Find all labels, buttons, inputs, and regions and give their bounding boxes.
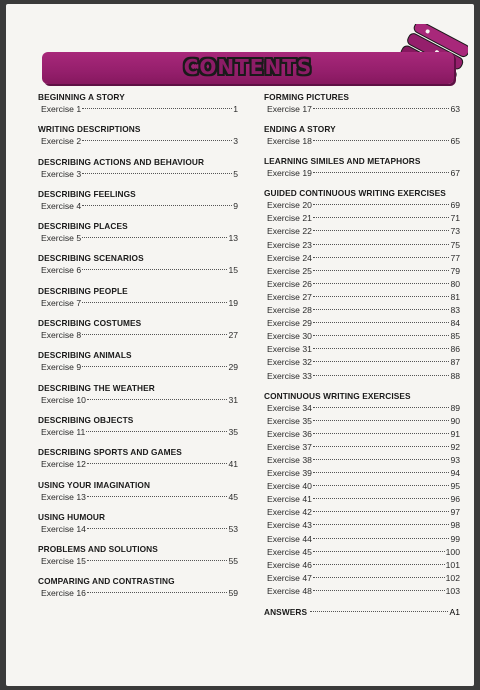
answers-page-number: A1 [449,607,460,617]
contents-section [264,124,460,148]
dot-leader [313,335,450,336]
entry-label: Exercise 44 [267,533,312,544]
contents-section [38,318,238,342]
entry-label: Exercise 15 [41,556,86,567]
section-heading: BEGINNING A STORY [38,92,125,102]
dot-leader [82,173,232,174]
toc-entry [38,297,238,310]
toc-entry [264,199,460,212]
entry-page-number: 98 [450,520,460,531]
section-heading: CONTINUOUS WRITING EXERCISES [264,390,411,401]
entry-label: Exercise 33 [267,370,312,381]
contents-section [264,391,460,598]
section-heading: DESCRIBING THE WEATHER [38,382,155,393]
entry-label: Exercise 24 [267,252,312,263]
entry-label: Exercise 27 [267,291,312,302]
dot-leader [313,446,450,447]
dot-leader [82,366,227,367]
entry-label: Exercise 19 [267,168,312,179]
contents-section [38,350,238,374]
dot-leader [313,244,450,245]
contents-section [38,415,238,439]
toc-entry [264,167,460,180]
toc-entry [38,103,238,116]
entry-page-number: 96 [450,494,460,505]
entry-page-number: 88 [450,370,460,381]
entry-page-number: 67 [450,168,460,179]
entry-page-number: 45 [228,491,238,502]
dot-leader [82,237,227,238]
entry-label: Exercise 32 [267,357,312,368]
entry-page-number: 102 [445,572,460,583]
toc-entry [264,291,460,304]
entry-label: Exercise 14 [41,523,86,534]
toc-entry [264,402,460,415]
entry-page-number: 71 [450,213,460,224]
toc-entry [264,585,460,598]
section-heading: DESCRIBING SCENARIOS [38,253,144,264]
entry-label: Exercise 9 [41,362,82,373]
toc-entry [38,135,238,148]
entry-label: Exercise 47 [267,572,312,583]
contents-section [38,253,238,277]
dot-leader [313,217,450,218]
toc-entry [38,555,238,568]
section-heading: COMPARING AND CONTRASTING [38,576,175,587]
toc-entry [264,103,460,116]
entry-page-number: 103 [445,585,460,596]
section-heading: FORMING PICTURES [264,92,350,102]
entry-label: Exercise 35 [267,415,312,426]
section-heading: USING HUMOUR [38,511,106,522]
entry-page-number: 75 [450,239,460,250]
toc-entry [264,572,460,585]
toc-entry [38,200,238,213]
dot-leader [87,399,228,400]
entry-label: Exercise 1 [41,104,82,114]
entry-page-number: 1 [233,104,238,114]
toc-entry [264,454,460,467]
contents-section [38,221,238,245]
dot-leader [82,108,232,109]
entry-label: Exercise 6 [41,265,82,276]
contents-banner [42,52,454,84]
entry-label: Exercise 41 [267,494,312,505]
entry-page-number: 94 [450,468,460,479]
toc-entry [264,467,460,480]
entry-page-number: 90 [450,415,460,426]
toc-entry [264,278,460,291]
toc-entry [264,356,460,369]
toc-entry [38,458,238,471]
entry-label: Exercise 21 [267,213,312,224]
entry-page-number: 15 [228,265,238,276]
contents-section [38,189,238,213]
dot-leader [313,538,450,539]
entry-label: Exercise 2 [41,136,82,147]
section-heading: LEARNING SIMILES AND METAPHORS [264,156,421,167]
toc-entry [38,329,238,342]
entry-label: Exercise 26 [267,278,312,289]
dot-leader [86,431,227,432]
dot-leader [313,498,450,499]
toc-entry [264,428,460,441]
entry-label: Exercise 20 [267,200,312,211]
toc-entry [264,546,460,559]
toc-entry [264,519,460,532]
entry-label: Exercise 34 [267,402,312,413]
entry-label: Exercise 7 [41,297,82,308]
section-heading: DESCRIBING SPORTS AND GAMES [38,447,182,458]
toc-entry [264,304,460,317]
toc-entry [264,225,460,238]
page-title: CONTENTS [183,55,313,79]
entry-label: Exercise 3 [41,168,82,179]
entry-label: Exercise 45 [267,546,312,557]
entry-label: Exercise 40 [267,481,312,492]
contents-section [38,157,238,181]
entry-page-number: 31 [228,394,238,405]
entry-page-number: 9 [233,200,238,211]
contents-section [38,124,238,148]
contents-section [38,576,238,600]
dot-leader [313,270,450,271]
entry-page-number: 59 [228,588,238,599]
entry-label: Exercise 5 [41,233,82,244]
entry-label: Exercise 4 [41,200,82,211]
entry-label: Exercise 22 [267,226,312,237]
dot-leader [82,302,227,303]
entry-page-number: 80 [450,278,460,289]
entry-page-number: 86 [450,344,460,355]
toc-entry [38,168,238,181]
section-heading: DESCRIBING PEOPLE [38,285,128,296]
entry-page-number: 85 [450,331,460,342]
toc-entry [264,265,460,278]
entry-page-number: 41 [228,459,238,470]
entry-page-number: 27 [228,330,238,341]
entry-label: Exercise 36 [267,428,312,439]
entry-page-number: 89 [450,402,460,413]
entry-label: Exercise 10 [41,394,86,405]
entry-label: Exercise 23 [267,239,312,250]
document-page [6,4,474,686]
section-heading: WRITING DESCRIPTIONS [38,124,141,135]
section-heading: ENDING A STORY [264,124,336,135]
toc-entry [264,480,460,493]
toc-entry [264,239,460,252]
entry-page-number: 55 [228,556,238,567]
dot-leader [313,407,450,408]
contents-section [264,188,460,382]
entry-page-number: 100 [445,546,460,557]
entry-label: Exercise 48 [267,585,312,596]
entry-page-number: 91 [450,428,460,439]
entry-label: Exercise 31 [267,344,312,355]
toc-entry [38,232,238,245]
dot-leader [82,334,227,335]
dot-leader [313,590,445,591]
toc-entry [38,394,238,407]
contents-section [38,544,238,568]
dot-leader [82,140,232,141]
answers-heading: ANSWERS [264,607,308,617]
entry-label: Exercise 38 [267,454,312,465]
right-contents-column [264,92,460,619]
section-heading: DESCRIBING OBJECTS [38,414,134,425]
entry-label: Exercise 30 [267,331,312,342]
dot-leader [313,257,450,258]
contents-section [38,92,238,116]
dot-leader [82,205,232,206]
dot-leader [313,204,450,205]
entry-page-number: 73 [450,226,460,237]
dot-leader [87,592,228,593]
toc-entry [264,415,460,428]
entry-label: Exercise 39 [267,468,312,479]
toc-entry [264,252,460,265]
dot-leader [313,322,450,323]
entry-page-number: 92 [450,441,460,452]
entry-page-number: 84 [450,318,460,329]
section-heading: DESCRIBING COSTUMES [38,318,142,329]
dot-leader [313,564,445,565]
dot-leader [313,230,450,231]
contents-section [38,286,238,310]
entry-label: Exercise 17 [267,104,312,114]
entry-page-number: 13 [228,233,238,244]
section-heading: DESCRIBING PLACES [38,221,128,232]
entry-label: Exercise 16 [41,588,86,599]
entry-label: Exercise 42 [267,507,312,518]
section-heading: USING YOUR IMAGINATION [38,479,151,490]
dot-leader [87,560,228,561]
dot-leader [313,551,445,552]
dot-leader [313,361,450,362]
entry-label: Exercise 43 [267,520,312,531]
entry-page-number: 77 [450,252,460,263]
contents-section [38,512,238,536]
entry-label: Exercise 28 [267,305,312,316]
toc-entry [264,212,460,225]
dot-leader [313,296,450,297]
dot-leader [313,459,450,460]
section-heading: DESCRIBING ANIMALS [38,350,132,361]
entry-page-number: 81 [450,291,460,302]
toc-entry [264,441,460,454]
entry-page-number: 5 [233,168,238,179]
entry-label: Exercise 37 [267,441,312,452]
toc-entry [264,317,460,330]
dot-leader [87,528,228,529]
toc-entry [38,523,238,536]
entry-page-number: 3 [233,136,238,147]
dot-leader [313,140,450,141]
entry-page-number: 87 [450,357,460,368]
left-contents-column [38,92,238,609]
toc-entry [264,135,460,148]
entry-page-number: 97 [450,507,460,518]
entry-label: Exercise 13 [41,491,86,502]
contents-section [264,92,460,116]
contents-section [264,156,460,180]
contents-section [38,447,238,471]
entry-label: Exercise 25 [267,265,312,276]
toc-entry [264,493,460,506]
entry-label: Exercise 8 [41,330,82,341]
section-heading: DESCRIBING ACTIONS AND BEHAVIOUR [38,156,205,167]
dot-leader [313,420,450,421]
entry-page-number: 19 [228,297,238,308]
toc-entry [38,264,238,277]
entry-page-number: 65 [450,136,460,147]
toc-entry [38,587,238,600]
section-heading: GUIDED CONTINUOUS WRITING EXERCISES [264,188,446,199]
entry-label: Exercise 12 [41,459,86,470]
entry-page-number: 69 [450,200,460,211]
entry-page-number: 93 [450,454,460,465]
toc-entry [264,559,460,572]
toc-entry [264,370,460,383]
entry-label: Exercise 18 [267,136,312,147]
entry-page-number: 83 [450,305,460,316]
dot-leader [87,496,228,497]
entry-page-number: 63 [450,104,460,114]
contents-section [38,383,238,407]
dot-leader [82,269,227,270]
dot-leader [313,577,445,578]
entry-label: Exercise 11 [41,426,86,437]
entry-page-number: 101 [445,559,460,570]
toc-entry [264,343,460,356]
toc-entry [38,361,238,374]
dot-leader [313,485,450,486]
entry-label: Exercise 29 [267,318,312,329]
section-heading: PROBLEMS AND SOLUTIONS [38,544,158,555]
dot-leader [313,172,450,173]
entry-page-number: 95 [450,481,460,492]
toc-entry [38,491,238,504]
dot-leader [313,375,450,376]
entry-page-number: 99 [450,533,460,544]
dot-leader [313,511,450,512]
dot-leader [310,611,448,612]
dot-leader [313,309,450,310]
section-heading: DESCRIBING FEELINGS [38,188,136,199]
entry-page-number: 79 [450,265,460,276]
answers-entry [264,606,460,619]
dot-leader [313,433,450,434]
entry-page-number: 29 [228,362,238,373]
entry-page-number: 53 [228,523,238,534]
dot-leader [313,348,450,349]
dot-leader [313,108,450,109]
toc-entry [264,330,460,343]
dot-leader [313,283,450,284]
contents-section [38,480,238,504]
dot-leader [313,524,450,525]
toc-entry [264,506,460,519]
toc-entry [264,533,460,546]
entry-label: Exercise 46 [267,559,312,570]
toc-entry [38,426,238,439]
dot-leader [313,472,450,473]
entry-page-number: 35 [228,426,238,437]
dot-leader [87,463,228,464]
